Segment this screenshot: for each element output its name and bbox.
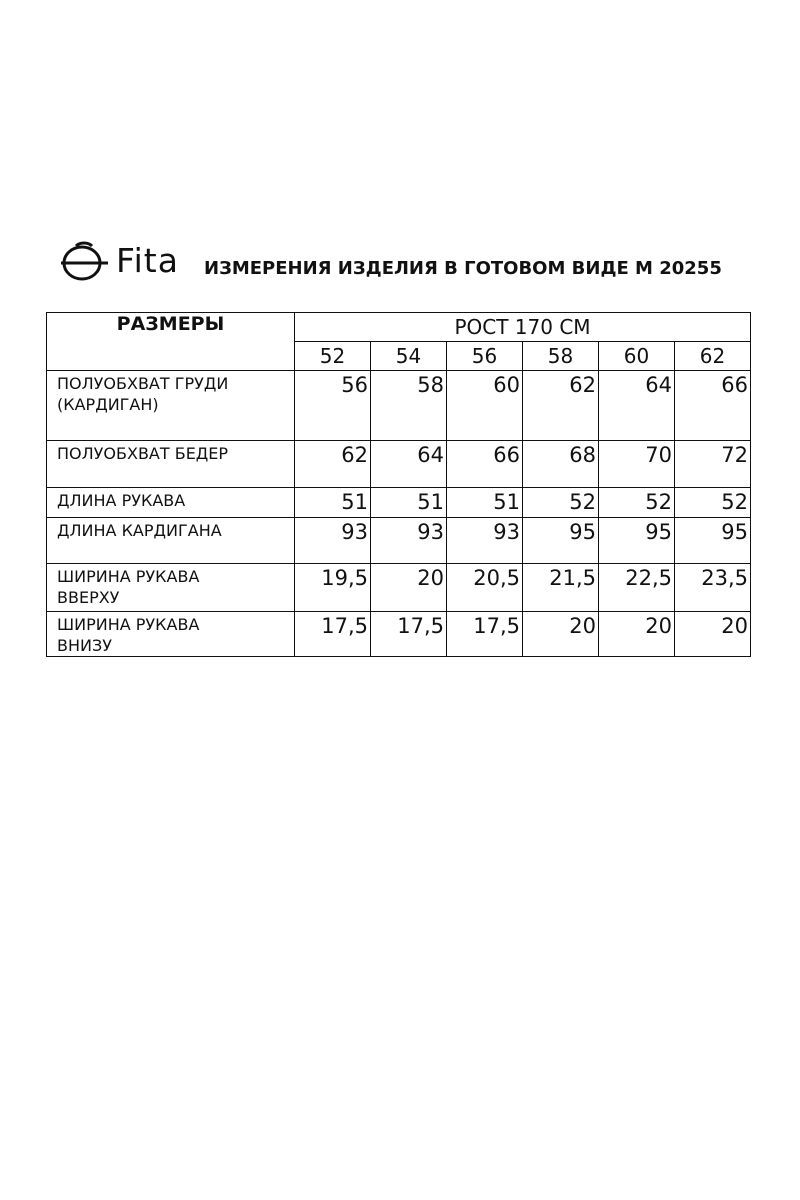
value-cell: 20 xyxy=(371,564,447,612)
value-cell: 20 xyxy=(523,612,599,657)
table-row xyxy=(47,518,751,564)
value-cell: 66 xyxy=(675,371,751,441)
value-cell: 64 xyxy=(371,441,447,488)
value-cell: 51 xyxy=(371,488,447,518)
value-cell: 93 xyxy=(371,518,447,564)
table-row xyxy=(47,371,751,441)
value-cell: 17,5 xyxy=(295,612,371,657)
sizes-header: РАЗМЕРЫ xyxy=(47,313,295,371)
value-cell: 23,5 xyxy=(675,564,751,612)
row-label: ШИРИНА РУКАВА ВВЕРХУ xyxy=(47,564,295,612)
size-cell: 52 xyxy=(295,342,371,371)
table-row xyxy=(47,564,751,612)
value-cell: 51 xyxy=(295,488,371,518)
value-cell: 56 xyxy=(295,371,371,441)
table-row xyxy=(47,441,751,488)
height-header: РОСТ 170 СМ xyxy=(295,313,751,342)
value-cell: 20,5 xyxy=(447,564,523,612)
value-cell: 60 xyxy=(447,371,523,441)
value-cell: 70 xyxy=(599,441,675,488)
value-cell: 66 xyxy=(447,441,523,488)
fita-logo-icon xyxy=(58,240,110,282)
value-cell: 17,5 xyxy=(371,612,447,657)
value-cell: 95 xyxy=(523,518,599,564)
table-row xyxy=(47,488,751,518)
table-row xyxy=(47,612,751,657)
document-title: ИЗМЕРЕНИЯ ИЗДЕЛИЯ В ГОТОВОМ ВИДЕ М 20255 xyxy=(204,258,722,279)
value-cell: 58 xyxy=(371,371,447,441)
value-cell: 19,5 xyxy=(295,564,371,612)
row-label: ШИРИНА РУКАВА ВНИЗУ xyxy=(47,612,295,657)
value-cell: 52 xyxy=(599,488,675,518)
value-cell: 93 xyxy=(295,518,371,564)
value-cell: 22,5 xyxy=(599,564,675,612)
value-cell: 52 xyxy=(675,488,751,518)
size-cell: 60 xyxy=(599,342,675,371)
value-cell: 51 xyxy=(447,488,523,518)
value-cell: 95 xyxy=(675,518,751,564)
row-label: ПОЛУОБХВАТ ГРУДИ (КАРДИГАН) xyxy=(47,371,295,441)
table-header-row xyxy=(47,313,751,342)
measurements-table xyxy=(46,312,751,657)
value-cell: 64 xyxy=(599,371,675,441)
value-cell: 17,5 xyxy=(447,612,523,657)
value-cell: 20 xyxy=(675,612,751,657)
row-label: ПОЛУОБХВАТ БЕДЕР xyxy=(47,441,295,488)
value-cell: 72 xyxy=(675,441,751,488)
value-cell: 62 xyxy=(295,441,371,488)
value-cell: 21,5 xyxy=(523,564,599,612)
brand-name: Fita xyxy=(116,241,179,280)
row-label: ДЛИНА РУКАВА xyxy=(47,488,295,518)
size-cell: 56 xyxy=(447,342,523,371)
size-cell: 54 xyxy=(371,342,447,371)
header xyxy=(58,240,758,290)
row-label: ДЛИНА КАРДИГАНА xyxy=(47,518,295,564)
value-cell: 95 xyxy=(599,518,675,564)
value-cell: 93 xyxy=(447,518,523,564)
value-cell: 68 xyxy=(523,441,599,488)
value-cell: 20 xyxy=(599,612,675,657)
value-cell: 52 xyxy=(523,488,599,518)
size-cell: 58 xyxy=(523,342,599,371)
value-cell: 62 xyxy=(523,371,599,441)
size-cell: 62 xyxy=(675,342,751,371)
